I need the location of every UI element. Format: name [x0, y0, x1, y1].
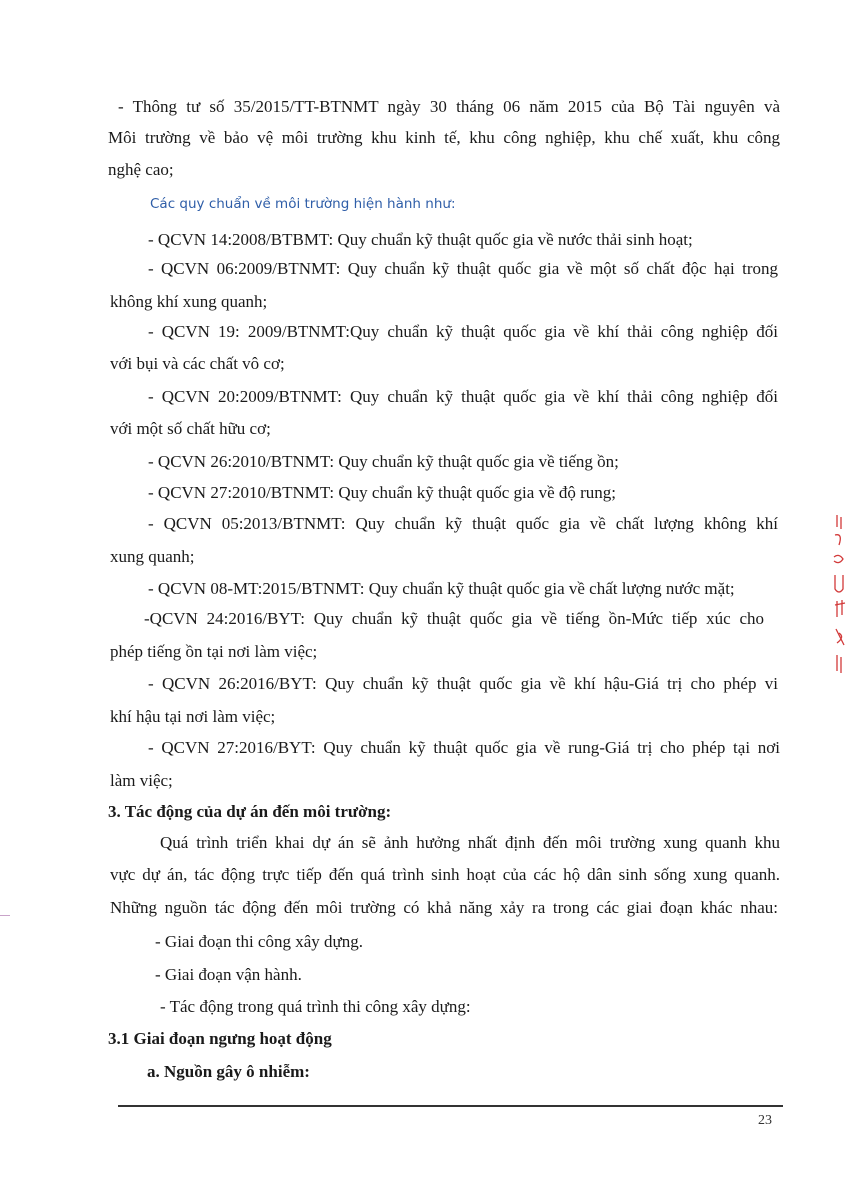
text-line: - Thông tư số 35/2015/TT-BTNMT ngày 30 tháng 06 năm 2015 của Bộ Tài nguyên và — [118, 97, 780, 116]
regulation-item: -QCVN 24:2016/BYT: Quy chuẩn kỹ thuật quốc gia về tiếng ồn-Mức tiếp xúc cho — [144, 609, 764, 628]
text-line: Môi trường về bảo vệ môi trường khu kinh tế, khu công nghiệp, khu chế xuất, khu công — [108, 128, 780, 147]
regulation-item: - QCVN 19: 2009/BTNMT:Quy chuẩn kỹ thuật quốc gia về khí thải công nghiệp đối — [148, 322, 778, 341]
regulation-item: - QCVN 05:2013/BTNMT: Quy chuẩn kỹ thuật quốc gia về chất lượng không khí — [148, 514, 778, 533]
regulation-item: - QCVN 20:2009/BTNMT: Quy chuẩn kỹ thuật quốc gia về khí thải công nghiệp đối — [148, 387, 778, 406]
list-item: - Tác động trong quá trình thi công xây dựng: — [160, 997, 471, 1016]
paragraph-line: Những nguồn tác động đến môi trường có khả năng xảy ra trong các giai đoạn khác nhau: — [110, 898, 778, 917]
text-line: nghệ cao; — [108, 160, 174, 179]
regulation-item-cont: khí hậu tại nơi làm việc; — [110, 707, 276, 726]
regulation-item: - QCVN 08-MT:2015/BTNMT: Quy chuẩn kỹ thuật quốc gia về chất lượng nước mặt; — [148, 579, 735, 598]
regulation-item-cont: làm việc; — [110, 771, 173, 790]
regulation-item: - QCVN 06:2009/BTNMT: Quy chuẩn kỹ thuật quốc gia về một số chất độc hại trong — [148, 259, 778, 278]
regulation-item-cont: phép tiếng ồn tại nơi làm việc; — [110, 642, 318, 661]
regulation-item: - QCVN 26:2016/BYT: Quy chuẩn kỹ thuật quốc gia về khí hậu-Giá trị cho phép vi — [148, 674, 778, 693]
regulation-item: - QCVN 14:2008/BTBMT: Quy chuẩn kỹ thuật quốc gia về nước thải sinh hoạt; — [148, 230, 693, 249]
paragraph-line: vực dự án, tác động trực tiếp đến quá trình sinh hoạt của các hộ dân sinh sống xung quanh. — [110, 865, 780, 884]
paragraph-line: Quá trình triển khai dự án sẽ ảnh hưởng nhất định đến môi trường xung quanh khu — [160, 833, 780, 852]
regulation-item: - QCVN 26:2010/BTNMT: Quy chuẩn kỹ thuật quốc gia về tiếng ồn; — [148, 452, 619, 471]
regulation-item-cont: với một số chất hữu cơ; — [110, 419, 271, 438]
regulation-item: - QCVN 27:2016/BYT: Quy chuẩn kỹ thuật quốc gia về rung-Giá trị cho phép tại nơi — [148, 738, 780, 757]
subsubsection-heading: a. Nguồn gây ô nhiễm: — [147, 1062, 310, 1081]
margin-mark — [0, 915, 10, 916]
section-intro-line: Các quy chuẩn về môi trường hiện hành như: — [150, 196, 456, 212]
page-number: 23 — [758, 1113, 772, 1128]
regulation-item-cont: với bụi và các chất vô cơ; — [110, 354, 285, 373]
list-item: - Giai đoạn vận hành. — [155, 965, 302, 984]
regulation-item-cont: xung quanh; — [110, 547, 195, 566]
regulation-item: - QCVN 27:2010/BTNMT: Quy chuẩn kỹ thuật quốc gia về độ rung; — [148, 483, 617, 502]
footer-rule — [118, 1105, 783, 1107]
subsection-heading: 3.1 Giai đoạn ngưng hoạt động — [108, 1029, 332, 1048]
list-item: - Giai đoạn thi công xây dựng. — [155, 932, 363, 951]
regulation-item-cont: không khí xung quanh; — [110, 292, 268, 311]
partial-stamp-mark — [817, 505, 847, 685]
section-heading: 3. Tác động của dự án đến môi trường: — [108, 802, 392, 821]
